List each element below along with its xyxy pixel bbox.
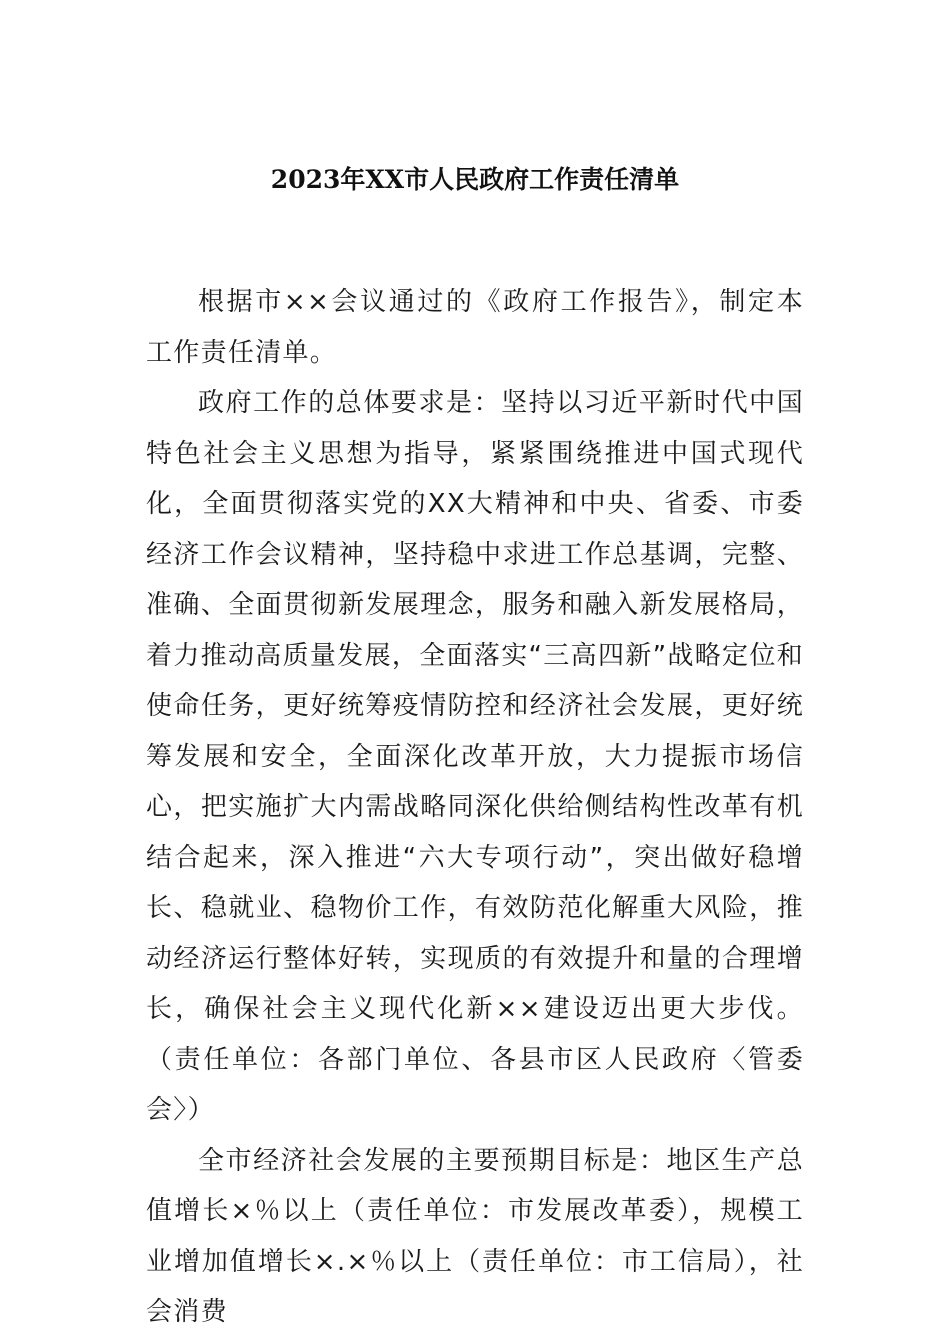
paragraph-general-requirements: 政府工作的总体要求是：坚持以习近平新时代中国特色社会主义思想为指导，紧紧围绕推进中国式现代化，全面贯彻落实党的XX大精神和中央、省委、市委经济工作会议精神，坚持稳中求进工作总基调，完整、准确、全面贯彻新发展理念，服务和融入新发展格局，着力推动高质量发展，全面落实“三高四新”战略定位和使命任务，更好统筹疫情防控和经济社会发展，更好统筹发展和安全，全面深化改革开放，大力提振市场信心，把实施扩大内需战略同深化供给侧结构性改革有机结合起来，深入推进“六大专项行动”，突出做好稳增长、稳就业、稳物价工作，有效防范化解重大风险，推动经济运行整体好转，实现质的有效提升和量的合理增长，确保社会主义现代化新××建设迈出更大步伐。（责任单位：各部门单位、各县市区人民政府〈管委会〉） (146, 388, 804, 1125)
paragraph-intro: 根据市××会议通过的《政府工作报告》，制定本工作责任清单。 (146, 287, 804, 368)
paragraph-targets: 全市经济社会发展的主要预期目标是：地区生产总值增长×％以上（责任单位：市发展改革委），规模工业增加值增长×.×％以上（责任单位：市工信局），社会消费 (146, 1145, 804, 1327)
document-body (146, 277, 804, 1338)
document-title: 2023年XX市人民政府工作责任清单 (270, 165, 680, 194)
